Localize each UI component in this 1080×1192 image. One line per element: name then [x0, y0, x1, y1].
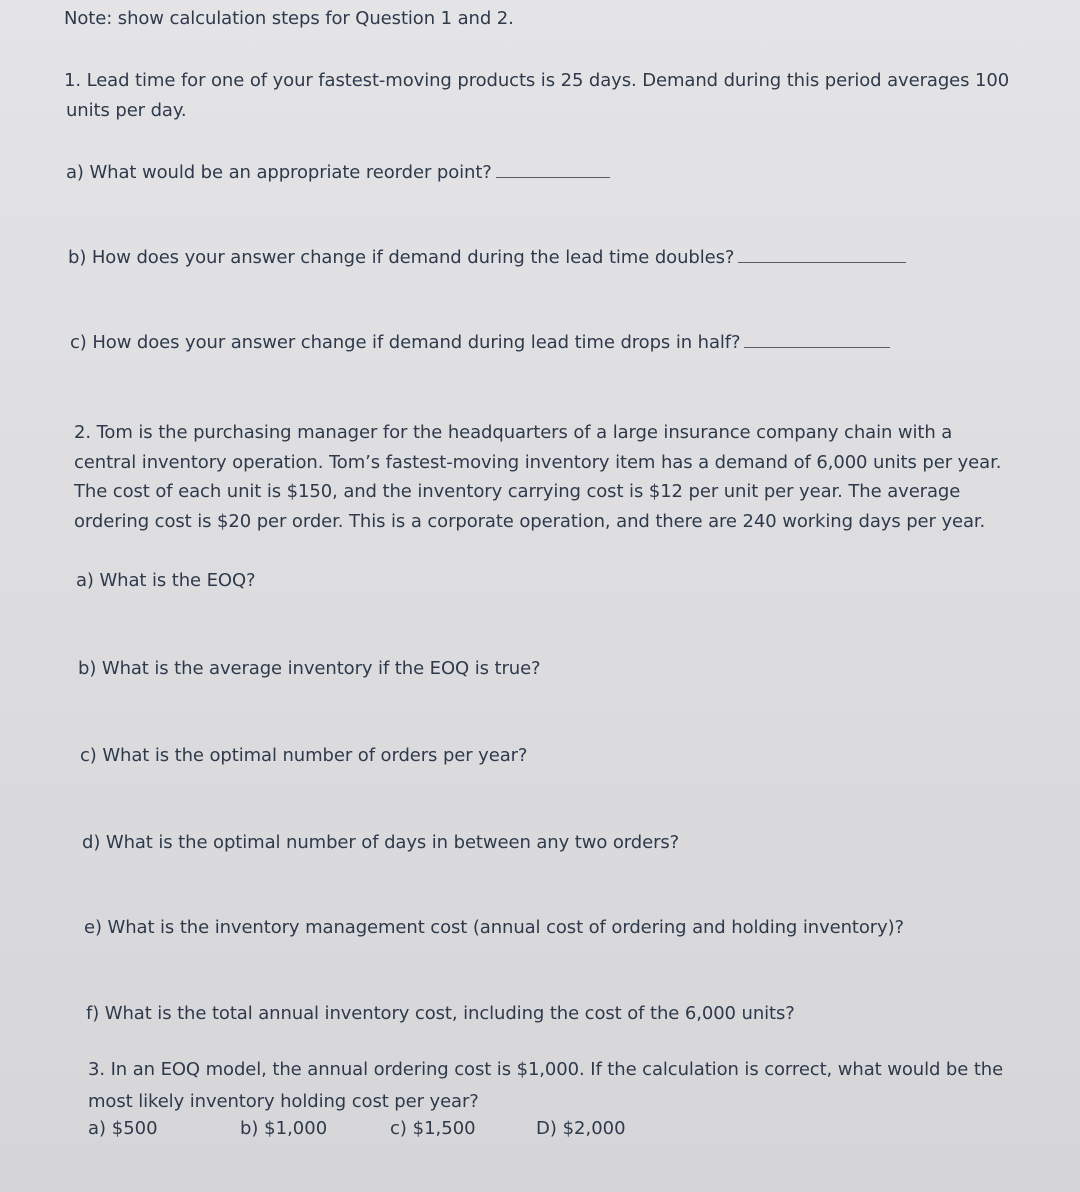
- q2-part-c: c) What is the optimal number of orders per year?: [80, 745, 528, 766]
- q2-line-3: The cost of each unit is $150, and the inventory carrying cost is $12 per unit per year. The average: [74, 481, 961, 502]
- q1-line-1: 1. Lead time for one of your fastest-moving products is 25 days. Demand during this period averages 100: [64, 70, 1010, 91]
- q3-line-1: 3. In an EOQ model, the annual ordering cost is $1,000. If the calculation is correct, what would be the: [88, 1059, 1004, 1080]
- q1-part-b: [68, 247, 906, 268]
- q3-option-c: c) $1,500: [390, 1118, 476, 1139]
- note-text: Note: show calculation steps for Question 1 and 2.: [64, 8, 514, 29]
- q2-part-b: b) What is the average inventory if the EOQ is true?: [78, 658, 541, 679]
- q2-part-d: d) What is the optimal number of days in between any two orders?: [82, 832, 680, 853]
- q2-part-a: a) What is the EOQ?: [76, 570, 256, 591]
- q1-part-c-answer-blank: [744, 333, 890, 348]
- q1-part-a-answer-blank: [496, 163, 610, 178]
- q3-option-d: D) $2,000: [536, 1118, 626, 1139]
- q1-line-2: units per day.: [66, 100, 187, 121]
- q1-part-c-text: c) How does your answer change if demand during lead time drops in half?: [70, 332, 741, 353]
- q1-part-a-text: a) What would be an appropriate reorder point?: [66, 162, 492, 183]
- q2-part-f: f) What is the total annual inventory cost, including the cost of the 6,000 units?: [86, 1003, 795, 1024]
- q2-part-e: e) What is the inventory management cost (annual cost of ordering and holding inventory)?: [84, 917, 905, 938]
- q2-line-2: central inventory operation. Tom’s fastest-moving inventory item has a demand of 6,000 units per year.: [74, 452, 1002, 473]
- q2-line-1: 2. Tom is the purchasing manager for the headquarters of a large insurance company chain with a: [74, 422, 953, 443]
- q3-option-a: a) $500: [88, 1118, 158, 1139]
- q2-line-4: ordering cost is $20 per order. This is a corporate operation, and there are 240 working days per year.: [74, 511, 986, 532]
- q1-part-b-text: b) How does your answer change if demand during the lead time doubles?: [68, 247, 735, 268]
- q1-part-c: [70, 332, 890, 353]
- q3-line-2: most likely inventory holding cost per year?: [88, 1091, 479, 1112]
- q1-part-a: [66, 162, 610, 183]
- q1-part-b-answer-blank: [738, 248, 906, 263]
- q3-option-b: b) $1,000: [240, 1118, 328, 1139]
